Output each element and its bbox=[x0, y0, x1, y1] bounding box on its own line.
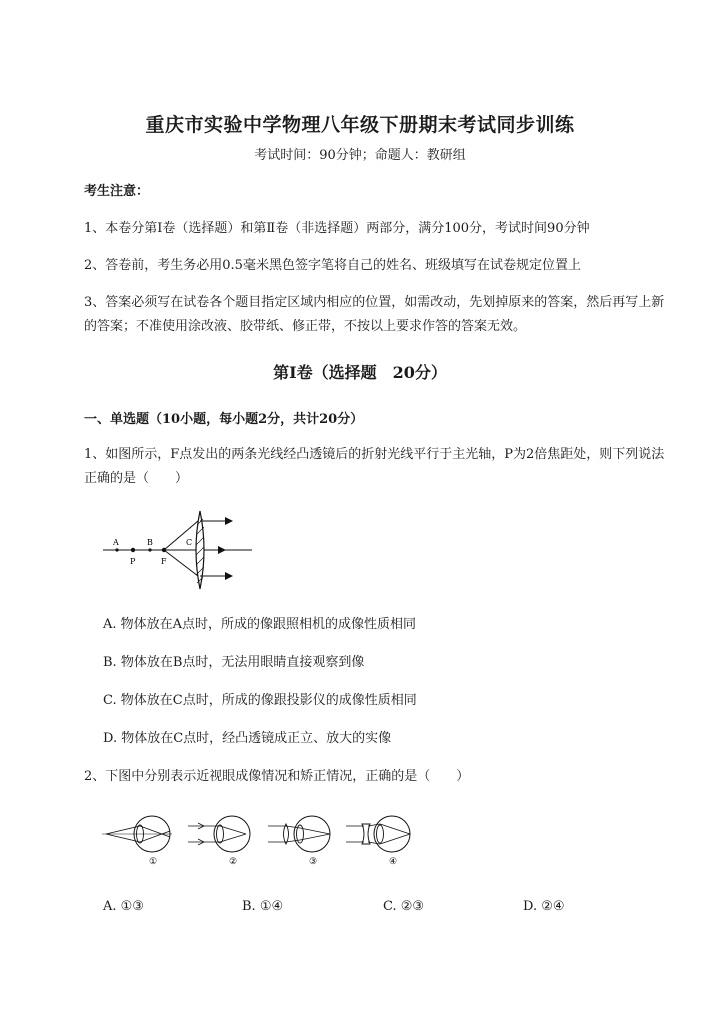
eye-figure-4-label: ④ bbox=[389, 857, 398, 867]
question-2-option-b[interactable]: B. ①④ bbox=[242, 899, 284, 914]
eye-figure-3 bbox=[268, 816, 330, 867]
eye-figure-2 bbox=[188, 816, 250, 867]
notice-item-2: 2、答卷前，考生务必用0.5毫米黑色签字笔将自己的姓名、班级填写在试卷规定位置上 bbox=[84, 258, 581, 273]
notice-item-3: 3、答案必须写在试卷各个题目指定区域内相应的位置，如需改动，先划掉原来的答案，然后再写上新的答案；不准使用涂改液、胶带纸、修正带，不按以上要求作答的答案无效。 bbox=[84, 295, 665, 334]
section-sub-heading: 一、单选题（10小题，每小题2分，共计20分） bbox=[84, 412, 364, 427]
ray-up-incident bbox=[164, 521, 198, 550]
question-2-option-c[interactable]: C. ②③ bbox=[383, 899, 425, 914]
question-1-option-b[interactable]: B. 物体放在B点时，无法用眼睛直接观察到像 bbox=[103, 655, 365, 670]
question-1-stem: 1、如图所示，F点发出的两条光线经凸透镜后的折射光线平行于主光轴，P为2倍焦距处，则下列说法正确的是（ ） bbox=[84, 447, 665, 486]
eye-figure-2-label: ② bbox=[229, 857, 238, 867]
exam-title: 重庆市实验中学物理八年级下册期末考试同步训练 bbox=[145, 114, 575, 136]
label-c: C bbox=[186, 538, 193, 547]
question-2-option-d[interactable]: D. ②④ bbox=[523, 899, 565, 914]
point-f-dot bbox=[162, 548, 166, 552]
point-a-dot bbox=[115, 548, 118, 551]
label-b: B bbox=[147, 538, 153, 547]
question-1-option-c[interactable]: C. 物体放在C点时，所成的像跟投影仪的成像性质相同 bbox=[103, 693, 417, 708]
question-1-lens-diagram bbox=[100, 505, 260, 597]
convex-lens bbox=[196, 511, 204, 589]
question-2-option-a[interactable]: A. ①③ bbox=[103, 899, 144, 914]
point-p-dot bbox=[131, 548, 135, 552]
eye-figure-3-label: ③ bbox=[309, 857, 318, 867]
section-title: 第Ⅰ卷（选择题 20分） bbox=[273, 363, 447, 382]
ray-down-incident bbox=[164, 550, 198, 576]
question-2-stem: 2、下图中分别表示近视眼成像情况和矫正情况，正确的是（ ） bbox=[84, 769, 470, 784]
label-p: P bbox=[130, 557, 136, 566]
label-f: F bbox=[161, 557, 167, 566]
eye-figure-1-label: ① bbox=[149, 857, 158, 867]
point-b-dot bbox=[148, 548, 151, 551]
notice-item-1: 1、本卷分第Ⅰ卷（选择题）和第Ⅱ卷（非选择题）两部分，满分100分，考试时间90分钟 bbox=[84, 221, 590, 236]
question-2-eye-diagrams bbox=[100, 812, 420, 867]
question-1-option-d[interactable]: D. 物体放在C点时，经凸透镜成正立、放大的实像 bbox=[103, 731, 392, 746]
eye-figure-4 bbox=[346, 816, 410, 867]
eye-figure-1 bbox=[102, 816, 172, 867]
notice-heading: 考生注意： bbox=[84, 184, 150, 199]
label-a: A bbox=[113, 538, 119, 547]
question-1-option-a[interactable]: A. 物体放在A点时，所成的像跟照相机的成像性质相同 bbox=[103, 617, 417, 632]
exam-subtitle: 考试时间：90分钟；命题人：教研组 bbox=[254, 148, 466, 163]
